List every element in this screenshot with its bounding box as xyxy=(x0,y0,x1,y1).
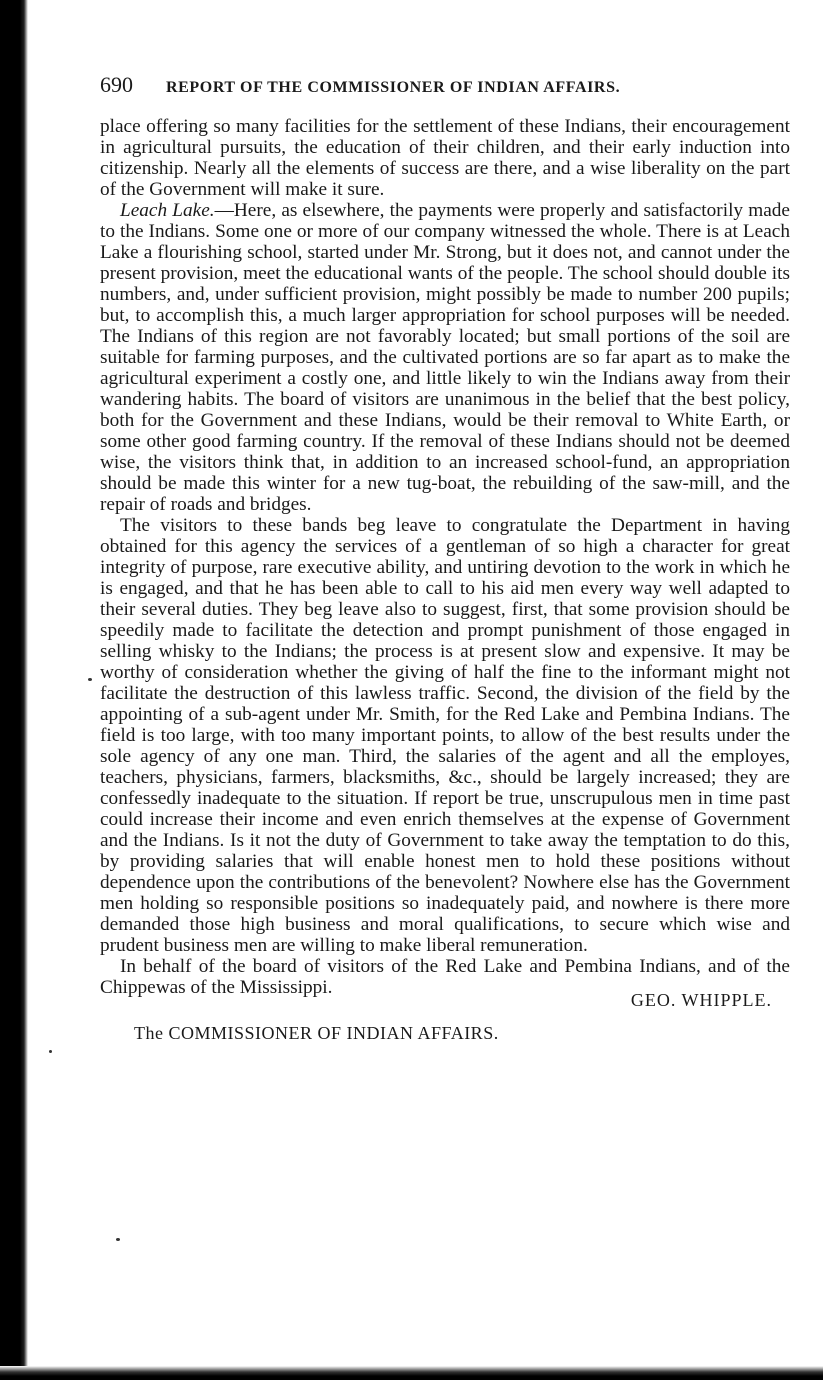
paragraph-visitors: The visitors to these bands beg leave to congratulate the Department in having obtained for this agency the services of a gentleman of so high a character for great integrity of purpose, rare executive ability, and untiring devotion to the work in which he is engaged, and that he has been able to call to his aid men every way well adapted to their several duties. They beg leave also to suggest, first, that some provision should be speedily made to facilitate the detection and prompt punishment of those engaged in selling whisky to the Indians; the process is at present slow and expensive. It may be worthy of consideration whether the giving of half the fine to the informant might not facilitate the destruction of this lawless traffic. Second, the division of the field by the appointing of a sub-agent under Mr. Smith, for the Red Lake and Pembina Indians. The field is too large, with too many important points, to allow of the best results under the sole agency of any one man. Third, the salaries of the agent and all the employes, teachers, physicians, farmers, blacksmiths, &c., should be largely increased; they are confessedly inadequate to the situation. If report be true, unscrupulous men in time past could increase their income and even enrich themselves at the expense of Government and the Indians. Is it not the duty of Government to take away the temptation to do this, by providing salaries that will enable honest men to hold these positions without dependence upon the contributions of the benevolent? Nowhere else has the Government men holding so responsible positions so inadequately paid, and nowhere is there more demanded those high business and moral qualifications, to secure which wise and prudent business men are willing to make liberal remuneration. xyxy=(100,515,790,956)
paragraph-leach-lake-text: —Here, as elsewhere, the payments were properly and satisfactorily made to the Indians. Some one or more of our company witnessed the whole. There is at Leach Lake a flourishing school, started under Mr. Strong, but it does not, and cannot under the present provision, meet the educational wants of the people. The school should double its numbers, and, under sufficient provision, might possibly be made to number 200 pupils; but, to accomplish this, a much larger appropriation for school purposes will be needed. The Indians of this region are not favorably located; but small portions of the soil are suitable for farming purposes, and the cultivated portions are so far apart as to make the agricultural experiment a costly one, and little likely to win the Indians away from their wandering habits. The board of visitors are unanimous in the belief that the best policy, both for the Government and these Indians, would be their removal to White Earth, or some other good farming country. If the removal of these Indians should not be deemed wise, the visitors think that, in addition to an increased school-fund, an appropriation should be made this winter for a new tug-boat, the rebuilding of the saw-mill, and the repair of roads and bridges. xyxy=(100,200,790,515)
section-heading-leach-lake: Leach Lake. xyxy=(120,200,215,221)
stray-mark xyxy=(88,678,92,681)
scan-edge-left xyxy=(0,0,28,1380)
addressee: The COMMISSIONER OF INDIAN AFFAIRS. xyxy=(134,1023,499,1043)
stray-mark xyxy=(49,1050,52,1053)
paragraph-leach-lake xyxy=(100,200,790,515)
page-header xyxy=(100,72,790,98)
paragraph-in-behalf: In behalf of the board of visitors of the Red Lake and Pembina Indians, and of the Chippewas of the Mississippi. xyxy=(100,956,790,998)
running-title: REPORT OF THE COMMISSIONER OF INDIAN AFFAIRS. xyxy=(166,79,621,96)
page-number: 690 xyxy=(100,72,133,97)
stray-mark xyxy=(116,1238,120,1241)
document-page xyxy=(100,72,790,1044)
scan-edge-bottom xyxy=(0,1366,823,1380)
paragraph-1: place offering so many facilities for the settlement of these Indians, their encouragement in agricultural pursuits, the education of their children, and their early induction into citizenship. Nearly all the elements of success are there, and a wise liberality on the part of the Government will make it sure. xyxy=(100,116,790,200)
signature: GEO. WHIPPLE. xyxy=(630,990,772,1010)
